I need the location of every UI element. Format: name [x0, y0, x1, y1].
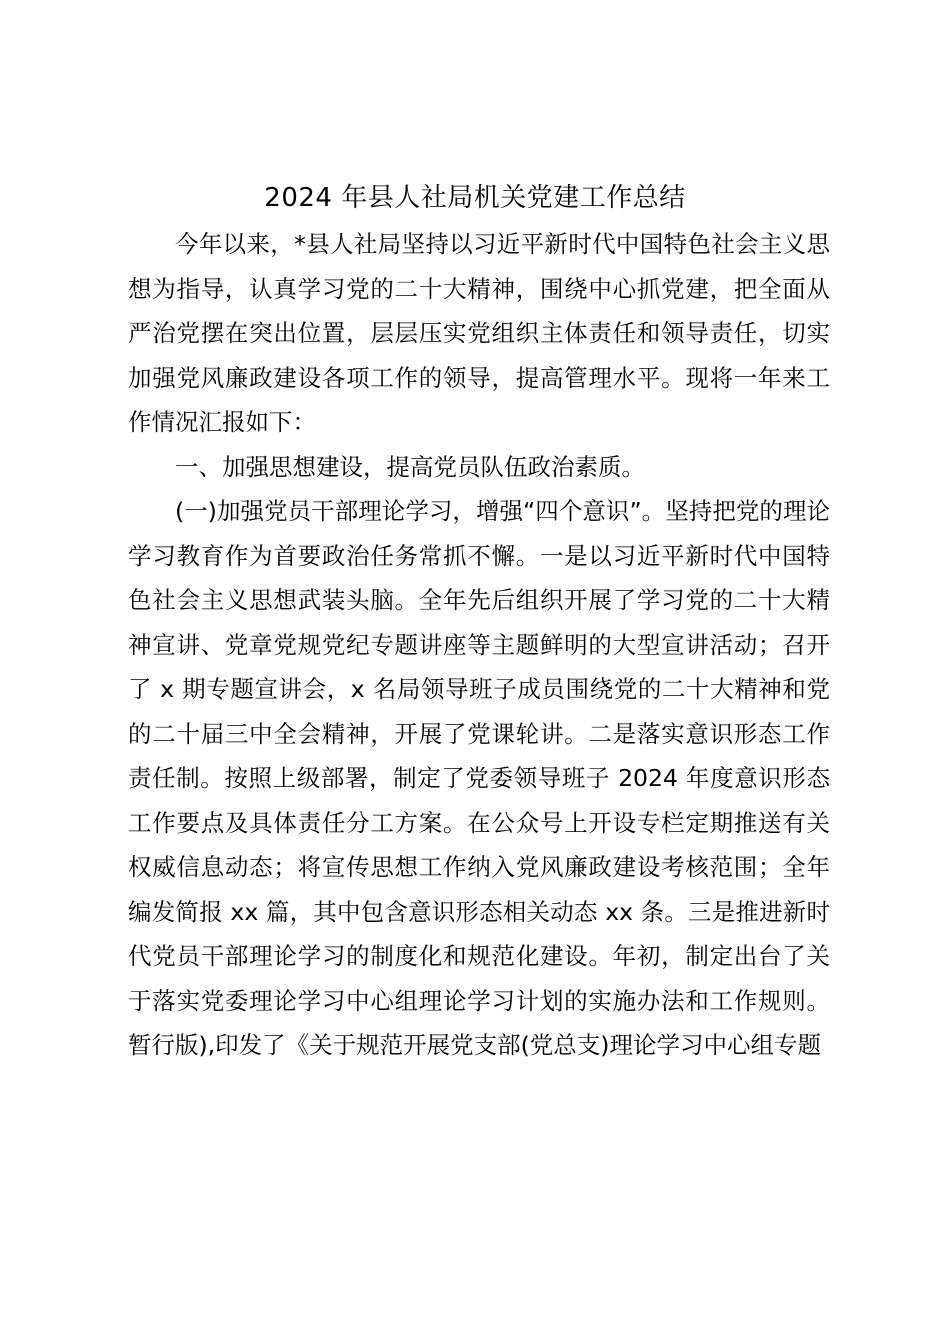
- intro-paragraph: 今年以来，*县人社局坚持以习近平新时代中国特色社会主义思想为指导，认真学习党的二十大精神，围绕中心抓党建，把全面从严治党摆在突出位置，层层压实党组织主体责任和领导责任，切实加强党风廉政建设各项工作的领导，提高管理水平。现将一年来工作情况汇报如下：: [128, 230, 830, 436]
- document-title: 2024 年县人社局机关党建工作总结: [264, 183, 686, 213]
- subsection-paragraph: (一)加强党员干部理论学习，增强“四个意识”。坚持把党的理论学习教育作为首要政治任务常抓不懈。一是以习近平新时代中国特色社会主义思想武装头脑。全年先后组织开展了学习党的二十大精神宣讲、党章党规党纪专题讲座等主题鲜明的大型宣讲活动；召开了 x 期专题宣讲会，x 名局领导班子成员围绕党的二十大精神和党的二十届三中全会精神，开展了党课轮讲。二是落实意识形态工作责任制。按照上级部署，制定了党委领导班子 2024 年度意识形态工作要点及具体责任分工方案。在公众号上开设专栏定期推送有关权威信息动态；将宣传思想工作纳入党风廉政建设考核范围；全年编发简报 xx 篇，其中包含意识形态相关动态 xx 条。三是推进新时代党员干部理论学习的制度化和规范化建设。年初，制定出台了关于落实党委理论学习中心组理论学习计划的实施办法和工作规则。暂行版),印发了《关于规范开展党支部(党总支)理论学习中心组专题: [128, 497, 830, 1059]
- section-heading: 一、加强思想建设，提高党员队伍政治素质。: [175, 452, 645, 481]
- document-body: [128, 222, 830, 1068]
